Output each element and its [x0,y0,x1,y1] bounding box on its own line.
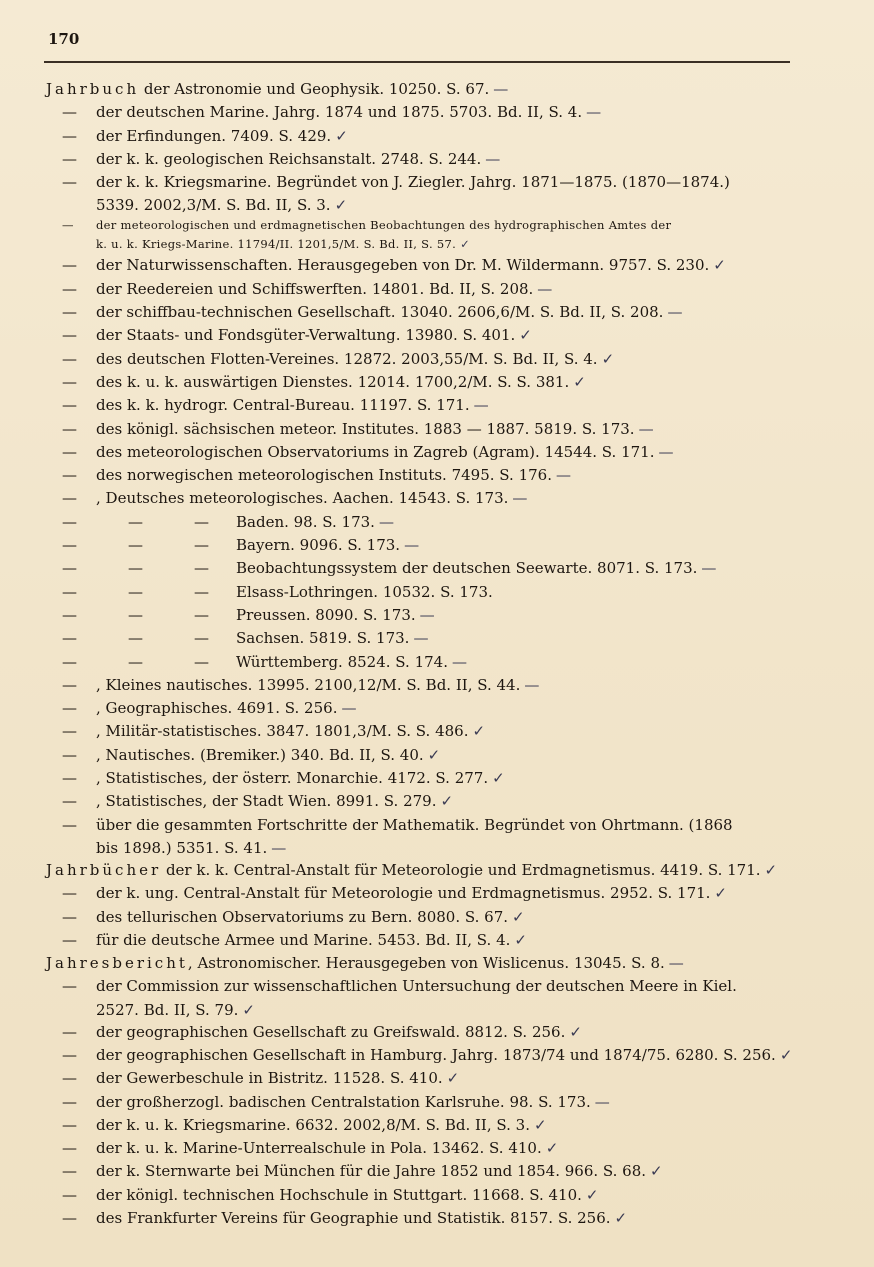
index-entry [0,171,874,194]
ditto-dash: — [62,466,77,485]
index-entry [0,557,874,580]
pencil-dash-mark: — [524,675,540,694]
ditto-dash: — [62,349,77,368]
checkmark-icon: ✓ [514,930,527,949]
entry-text: der Naturwissenschaften. Herausgegeben von Dr. M. Wildermann. 9757. S. 230. ✓ [96,256,726,275]
entry-text: der schiffbau-technischen Gesellschaft. 13040. 2606,6/M. S. Bd. II, S. 208. — [96,303,683,322]
index-entry [0,441,874,464]
checkmark-icon: ✓ [335,126,348,145]
index-list [0,78,874,1230]
ditto-dash: — [62,559,77,578]
ditto-dash: — [128,652,143,671]
ditto-dash: — [62,126,77,145]
entry-text: der deutschen Marine. Jahrg. 1874 und 1875. 5703. Bd. II, S. 4. — [96,103,602,122]
index-entry [0,464,874,487]
entry-text: der Gewerbeschule in Bistritz. 11528. S. 410. ✓ [96,1069,460,1088]
ditto-dash: — [62,256,77,275]
index-entry [0,1184,874,1207]
pencil-dash-mark: — [668,954,684,973]
checkmark-icon: ✓ [492,769,505,788]
index-entry [0,814,874,837]
ditto-dash: — [62,907,77,926]
entry-text: der k. k. geologischen Reichsanstalt. 2748. S. 244. — [96,149,501,168]
entry-text: des Frankfurter Vereins für Geographie und Statistik. 8157. S. 256. ✓ [96,1209,628,1228]
checkmark-icon: ✓ [446,1069,460,1088]
index-entry [0,697,874,720]
index-entry [0,511,874,534]
ditto-dash: — [62,103,77,122]
entry-text: Sachsen. 5819. S. 173. — [236,629,429,648]
entry-text: , Deutsches meteorologisches. Aachen. 14543. S. 173. — [96,489,528,508]
ditto-dash: — [62,149,77,168]
index-entry [0,125,874,148]
ditto-dash: — [62,745,77,764]
entry-keyword: Jahrbücher [46,860,162,879]
entry-text: der Staats- und Fondsgüter-Verwaltung. 13980. S. 401. ✓ [96,326,532,345]
ditto-dash: — [128,559,143,578]
index-entry [0,534,874,557]
pencil-dash-mark: — [341,699,357,718]
ditto-dash: — [62,699,77,718]
entry-text: , Statistisches, der österr. Monarchie. 4172. S. 277. ✓ [96,769,505,788]
entry-text: der k. ung. Central-Anstalt für Meteorologie und Erdmagnetismus. 2952. S. 171. ✓ [96,884,727,903]
index-entry [0,790,874,813]
ditto-dash: — [62,1092,77,1111]
ditto-dash: — [62,629,77,648]
index-entry [0,418,874,441]
index-entry [0,929,874,952]
ditto-dash: — [62,279,77,298]
ditto-dash: — [62,419,77,438]
ditto-dash: — [128,582,143,601]
ditto-dash: — [62,582,77,601]
checkmark-icon: ✓ [242,1000,255,1019]
ditto-dash: — [194,536,209,555]
ditto-dash: — [194,582,209,601]
index-entry [0,324,874,347]
index-entry [0,394,874,417]
index-entry [0,674,874,697]
index-entry [0,952,874,975]
pencil-dash-mark: — [271,838,287,857]
ditto-dash: — [62,396,77,415]
pencil-dash-mark: — [413,629,429,648]
pencil-dash-mark: — [701,559,717,578]
index-entry [0,216,874,235]
entry-text: , Kleines nautisches. 13995. 2100,12/M. S. Bd. II, S. 44. — [96,675,540,694]
pencil-dash-mark: — [638,419,654,438]
entry-text: der königl. technischen Hochschule in Stuttgart. 11668. S. 410. ✓ [96,1185,599,1204]
index-entry [0,371,874,394]
entry-text: , Geographisches. 4691. S. 256. — [96,699,357,718]
checkmark-icon: ✓ [764,860,778,879]
pencil-dash-mark: — [537,279,553,298]
entry-text: 2527. Bd. II, S. 79. ✓ [96,1000,255,1019]
checkmark-icon: ✓ [573,372,586,391]
entry-text: des königl. sächsischen meteor. Institutes. 1883 — 1887. 5819. S. 173. — [96,419,654,438]
ditto-dash: — [62,442,77,461]
entry-text: des k. u. k. auswärtigen Dienstes. 12014. 1700,2/M. S. S. 381. ✓ [96,372,586,391]
ditto-dash: — [62,792,77,811]
pencil-dash-mark: — [419,605,435,624]
checkmark-icon: ✓ [427,745,441,764]
checkmark-icon: ✓ [460,237,470,252]
entry-text: des norwegischen meteorologischen Instituts. 7495. S. 176. — [96,466,571,485]
index-entry [0,1160,874,1183]
index-entry [0,235,874,254]
entry-text: der k. u. k. Marine-Unterrealschule in Pola. 13462. S. 410. ✓ [96,1139,559,1158]
entry-text: k. u. k. Kriegs-Marine. 11794/II. 1201,5/M. S. Bd. II, S. 57. ✓ [96,237,470,252]
header-rule [44,61,790,63]
ditto-dash: — [62,1115,77,1134]
entry-text: der k. k. Central-Anstalt für Meteorologie und Erdmagnetismus. 4419. S. 171. [161,860,761,879]
entry-text: der k. k. Kriegsmarine. Begründet von J. Ziegler. Jahrg. 1871—1875. (1870—1874.) [96,173,730,192]
ditto-dash: — [62,815,77,834]
pencil-dash-mark: — [658,442,674,461]
entry-text: Baden. 98. S. 173. — [236,512,394,531]
index-entry [0,487,874,510]
entry-text: bis 1898.) 5351. S. 41. — [96,838,287,857]
checkmark-icon: ✓ [519,326,532,345]
index-entry [0,254,874,277]
pencil-dash-mark: — [404,536,420,555]
entry-text: der großherzogl. badischen Centralstation Karlsruhe. 98. S. 173. — [96,1092,610,1111]
ditto-dash: — [128,605,143,624]
index-entry [0,1137,874,1160]
entry-text: der k. Sternwarte bei München für die Jahre 1852 und 1854. 966. S. 68. ✓ [96,1162,663,1181]
pencil-dash-mark: — [473,396,489,415]
ditto-dash: — [62,930,77,949]
entry-text: der geographischen Gesellschaft in Hamburg. Jahrg. 1873/74 und 1874/75. 6280. S. 256. ✓ [96,1045,793,1064]
checkmark-icon: ✓ [585,1185,599,1204]
index-entry [0,348,874,371]
index-entry [0,720,874,743]
index-entry [0,906,874,929]
entry-text: der geographischen Gesellschaft zu Greifswald. 8812. S. 256. ✓ [96,1022,582,1041]
ditto-dash: — [62,1022,77,1041]
ditto-dash: — [128,629,143,648]
entry-text: , Astronomischer. Herausgegeben von Wislicenus. 13045. S. 8. [187,954,665,973]
pencil-dash-mark: — [451,652,467,671]
index-entry [0,78,874,101]
index-entry [0,999,874,1021]
checkmark-icon: ✓ [713,256,726,275]
checkmark-icon: ✓ [569,1022,582,1041]
index-entry [0,1021,874,1044]
entry-text: Beobachtungssystem der deutschen Seewarte. 8071. S. 173. — [236,559,717,578]
index-entry [0,837,874,859]
ditto-dash: — [62,326,77,345]
entry-text: , Nautisches. (Bremiker.) 340. Bd. II, S. 40. ✓ [96,745,441,764]
ditto-dash: — [62,1045,77,1064]
pencil-dash-mark: — [485,149,501,168]
ditto-dash: — [62,1185,77,1204]
ditto-dash: — [62,489,77,508]
entry-text: Preussen. 8090. S. 173. — [236,605,435,624]
index-entry [0,859,874,882]
entry-heading [46,952,684,975]
entry-text: der Reedereien und Schiffswerften. 14801. Bd. II, S. 208. — [96,279,553,298]
ditto-dash: — [194,652,209,671]
ditto-dash: — [62,675,77,694]
ditto-dash: — [194,559,209,578]
entry-text: des k. k. hydrogr. Central-Bureau. 11197. S. 171. — [96,396,489,415]
checkmark-icon: ✓ [472,722,486,741]
index-entry [0,301,874,324]
entry-text: Elsass-Lothringen. 10532. S. 173. [236,582,493,601]
ditto-dash: — [62,218,74,233]
index-entry [0,278,874,301]
index-entry [0,1044,874,1067]
checkmark-icon: ✓ [545,1139,559,1158]
checkmark-icon: ✓ [601,349,615,368]
ditto-dash: — [62,605,77,624]
entry-text: 5339. 2002,3/M. S. Bd. II, S. 3. ✓ [96,196,348,215]
checkmark-icon: ✓ [334,196,348,215]
pencil-dash-mark: — [667,303,683,322]
ditto-dash: — [62,512,77,531]
ditto-dash: — [62,722,77,741]
entry-text: für die deutsche Armee und Marine. 5453. Bd. II, S. 4. ✓ [96,930,527,949]
ditto-dash: — [62,1139,77,1158]
entry-text: der k. u. k. Kriegsmarine. 6632. 2002,8/M. S. Bd. II, S. 3. ✓ [96,1115,547,1134]
pencil-dash-mark: — [493,80,509,98]
ditto-dash: — [194,605,209,624]
entry-text: der meteorologischen und erdmagnetischen Beobachtungen des hydrographischen Amtes der [96,218,672,233]
checkmark-icon: ✓ [779,1045,793,1064]
index-entry [0,604,874,627]
ditto-dash: — [62,884,77,903]
checkmark-icon: ✓ [440,792,454,811]
ditto-dash: — [62,536,77,555]
ditto-dash: — [62,652,77,671]
checkmark-icon: ✓ [512,907,525,926]
index-entry [0,101,874,124]
index-entry [0,975,874,998]
index-entry [0,1091,874,1114]
entry-heading [46,78,508,101]
checkmark-icon: ✓ [614,1209,628,1228]
checkmark-icon: ✓ [650,1162,663,1181]
ditto-dash: — [62,303,77,322]
index-entry [0,194,874,216]
pencil-dash-mark: — [512,489,528,508]
ditto-dash: — [194,512,209,531]
ditto-dash: — [62,977,77,996]
ditto-dash: — [194,629,209,648]
index-entry [0,627,874,650]
entry-text: , Militär-statistisches. 3847. 1801,3/M. S. S. 486. ✓ [96,722,486,741]
entry-text: des meteorologischen Observatoriums in Zagreb (Agram). 14544. S. 171. — [96,442,674,461]
entry-text: , Statistisches, der Stadt Wien. 8991. S. 279. ✓ [96,792,454,811]
entry-text: über die gesammten Fortschritte der Mathematik. Begründet von Ohrtmann. (1868 [96,815,733,834]
index-entry [0,148,874,171]
entry-text: der Commission zur wissenschaftlichen Untersuchung der deutschen Meere in Kiel. [96,977,737,996]
pencil-dash-mark: — [586,103,602,122]
index-entry [0,744,874,767]
page-number: 170 [48,30,80,48]
entry-text: des tellurischen Observatoriums zu Bern. 8080. S. 67. ✓ [96,907,525,926]
index-entry [0,1067,874,1090]
ditto-dash: — [128,536,143,555]
checkmark-icon: ✓ [714,884,727,903]
index-entry [0,767,874,790]
index-entry [0,581,874,604]
ditto-dash: — [62,1069,77,1088]
entry-text: des deutschen Flotten-Vereines. 12872. 2003,55/M. S. Bd. II, S. 4. ✓ [96,349,615,368]
entry-text: Bayern. 9096. S. 173. — [236,536,420,555]
checkmark-icon: ✓ [533,1115,547,1134]
ditto-dash: — [62,372,77,391]
pencil-dash-mark: — [594,1092,610,1111]
entry-heading [46,859,777,882]
pencil-dash-mark: — [378,512,394,531]
index-entry [0,1207,874,1230]
ditto-dash: — [62,1162,77,1181]
entry-text: Württemberg. 8524. S. 174. — [236,652,467,671]
entry-text: der Astronomie und Geophysik. 10250. S. 67. [139,80,490,98]
index-entry [0,1114,874,1137]
entry-text: der Erfindungen. 7409. S. 429. ✓ [96,126,348,145]
ditto-dash: — [62,173,77,192]
pencil-dash-mark: — [555,466,571,485]
ditto-dash: — [62,769,77,788]
entry-keyword: Jahresbericht [46,954,188,973]
ditto-dash: — [62,1209,77,1228]
index-entry [0,651,874,674]
index-entry [0,882,874,905]
entry-keyword: Jahrbuch [46,80,140,98]
ditto-dash: — [128,512,143,531]
